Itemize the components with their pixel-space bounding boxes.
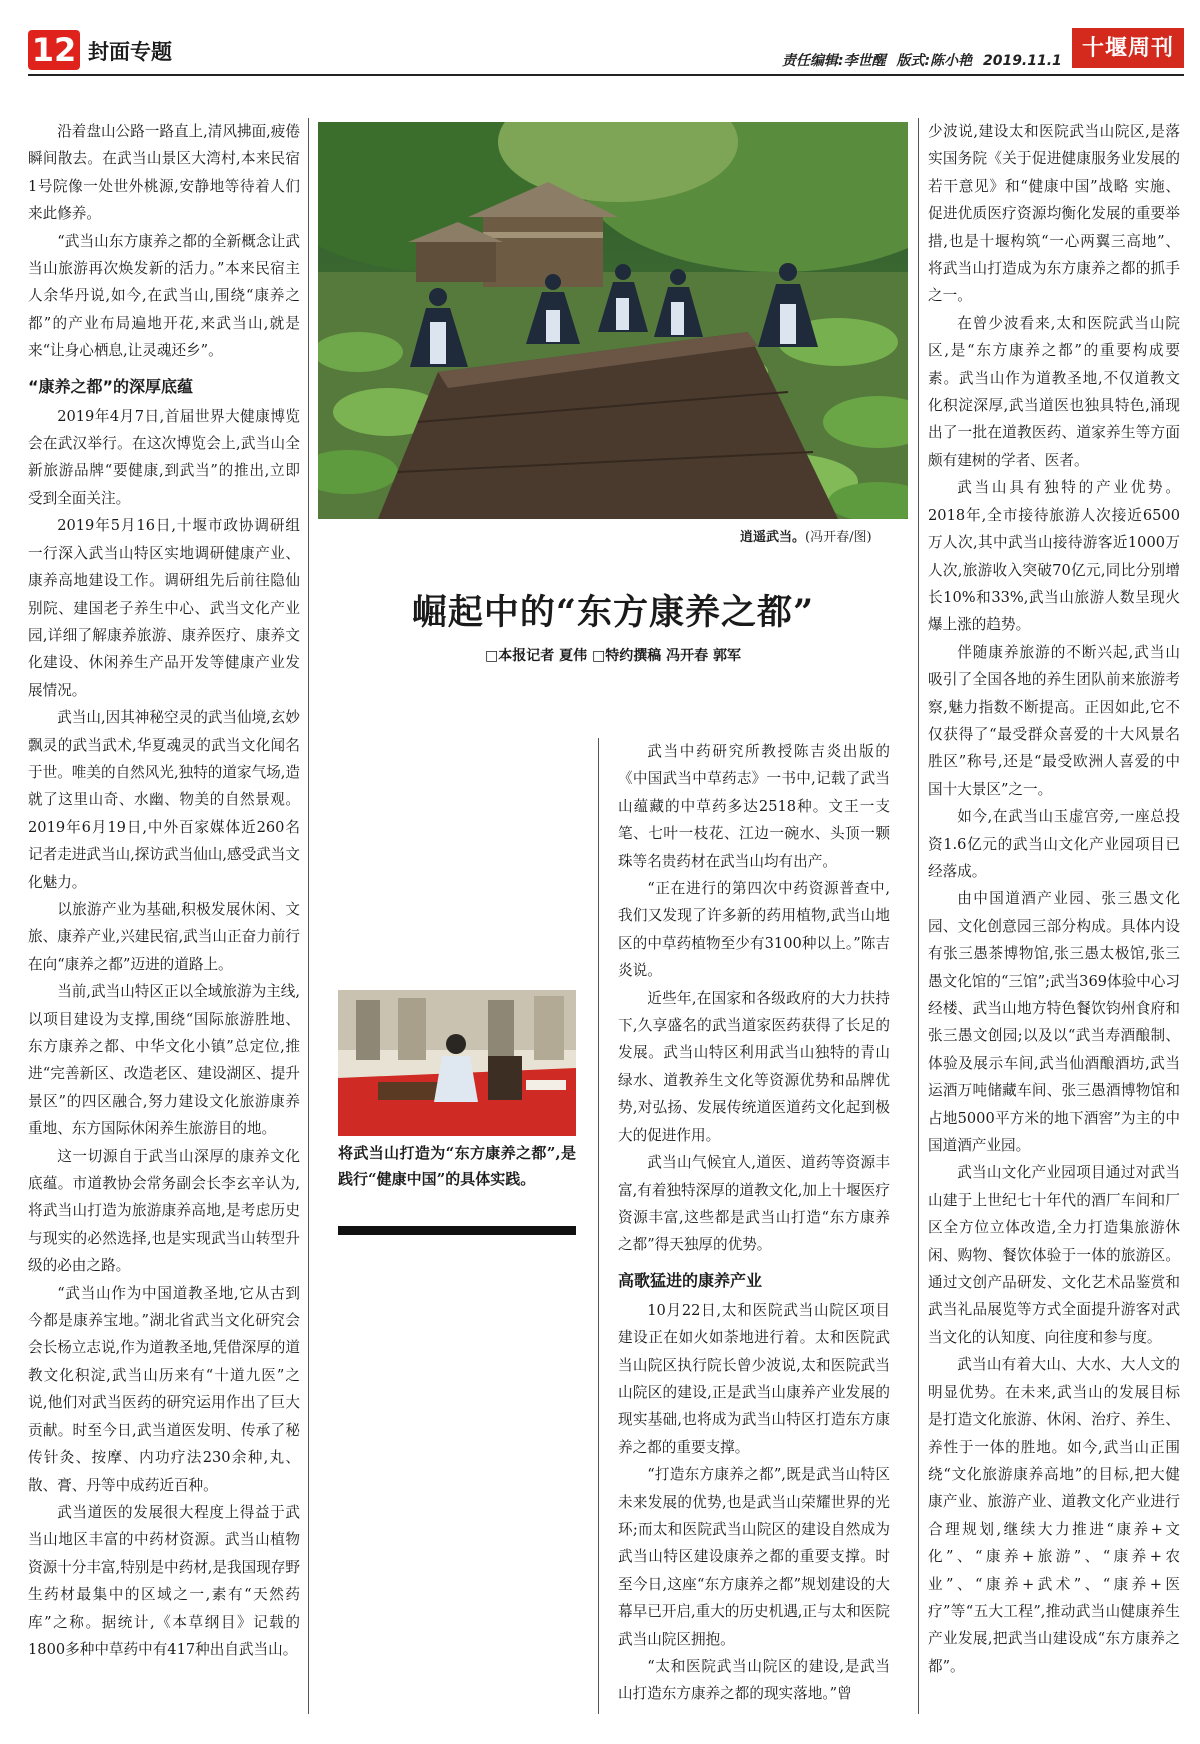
paragraph: “正在进行的第四次中药资源普查中,我们又发现了许多新的药用植物,武当山地区的中草药植物至少有3100种以上。”陈吉炎说。 xyxy=(618,880,890,980)
paragraph: 这一切源自于武当山深厚的康养文化底蕴。市道教协会常务副会长李玄辛认为,将武当山打造为旅游康养高地,是考虑历史与现实的必然选择,也是实现武当山转型升级的必由之路。 xyxy=(28,1147,300,1275)
paragraph: 由中国道酒产业园、张三愚文化园、文化创意园三部分构成。具体内设有张三愚茶博物馆,张三愚太极馆,张三愚文化馆的“三馆”;武当369体验中心习经楼、武当山地方特色餐饮钧州食府和张三愚文创园;以及以“武当寿酒酿制、体验及展示车间,武当仙酒酿酒坊,武当运酒万吨储藏车间、张三愚酒博物馆和占地5000平方米的地下酒窖”为主的中国道酒产业园。 xyxy=(928,890,1181,1155)
paragraph: 如今,在武当山玉虚宫旁,一座总投资1.6亿元的武当山文化产业园项目已经落成。 xyxy=(928,808,1180,880)
paragraph: 武当道医的发展很大程度上得益于武当山地区丰富的中药材资源。武当山植物资源十分丰富,特别是中药材,是我国现存野生药材最集中的区域之一,素有“天然药库”之称。据统计,《本草纲目》记载的1800多种中草药中有417种出自武当山。 xyxy=(28,1503,300,1658)
section-title: 封面专题 xyxy=(88,40,172,64)
paragraph: 在曾少波看来,太和医院武当山院区,是“东方康养之都”的重要构成要素。武当山作为道教圣地,不仅道教文化积淀深厚,武当道医也独具特色,涌现出了一批在道教医药、道家养生等方面颇有建树的学者、医者。 xyxy=(928,314,1180,469)
caption-title: 逍遥武当。 xyxy=(740,530,806,545)
caption-bar xyxy=(338,1226,576,1235)
paragraph: 沿着盘山公路一路直上,清风拂面,疲倦瞬间散去。在武当山景区大湾村,本来民宿1号院像一处世外桃源,安静地等待着人们来此修养。 xyxy=(28,123,300,223)
paragraph: 武当山有着大山、大水、大人文的明显优势。在未来,武当山的发展目标是打造文化旅游、休闲、治疗、养生、养性于一体的胜地。如今,武当山正围绕“文化旅游康养高地”的目标,把大健康产业、旅游产业、道教文化产业进行合理规划,继续大力推进“康养+文化”、“康养+旅游”、“康养+农业”、“康养+武术”、“康养+医疗”等“五大工程”,推动武当山健康养生产业发展,把武当山建设成“东方康养之都”。 xyxy=(928,1356,1180,1675)
article-column-3 xyxy=(618,738,890,1708)
paragraph: “打造东方康养之都”,既是武当山特区未来发展的优势,也是武当山荣耀世界的光环;而太和医院武当山院区的建设自然成为武当山特区建设康养之都的重要支撑。时至今日,这座“东方康养之都”规划建设的大幕早已开启,重大的历史机遇,正与太和医院武当山院区拥抱。 xyxy=(618,1466,890,1648)
paragraph: 2019年5月16日,十堰市政协调研组一行深入武当山特区实地调研健康产业、康养高地建设工作。调研组先后前往隐仙别院、建国老子养生中心、武当文化产业园,详细了解康养旅游、康养医疗、康养文化建设、休闲养生产品开发等健康产业发展情况。 xyxy=(28,517,300,699)
paragraph: 武当山具有独特的产业优势。2018年,全市接待旅游人次接近6500万人次,其中武当山接待游客近1000万人次,旅游收入突破70亿元,同比分别增长10%和33%,武当山旅游人数呈现火爆上涨的趋势。 xyxy=(928,479,1180,634)
column-divider xyxy=(918,118,919,1714)
paragraph: 当前,武当山特区正以全域旅游为主线,以项目建设为支撑,围绕“国际旅游胜地、东方康养之都、中华文化小镇”总定位,推进“完善新区、改造老区、建设湖区、提升景区”的四区融合,努力建设文化旅游康养重地、东方国际休闲养生旅游目的地。 xyxy=(28,983,300,1138)
paragraph: 武当山,因其神秘空灵的武当仙境,玄妙飘灵的武当武术,华夏魂灵的武当文化闻名于世。唯美的自然风光,独特的道家气场,造就了这里山奇、水幽、物美的自然景观。2019年6月19日,中外百家媒体近260名记者走进武当山,探访武当仙山,感受武当文化魅力。 xyxy=(28,709,300,891)
header-divider xyxy=(28,74,1184,76)
paragraph: 以旅游产业为基础,积极发展休闲、文旅、康养产业,兴建民宿,武当山正奋力前行在向“康养之都”迈进的道路上。 xyxy=(28,900,300,973)
editor-name: 责任编辑:李世醒 xyxy=(782,53,886,69)
article-column-1 xyxy=(28,118,300,1663)
article-column-4 xyxy=(928,118,1180,1680)
page-number: 12 xyxy=(28,30,80,70)
tea-ceremony-illustration xyxy=(338,990,576,1136)
editor-credits xyxy=(782,50,1068,70)
side-photo xyxy=(338,990,576,1136)
issue-date: 2019.11.1 xyxy=(982,53,1062,69)
article-byline: □本报记者 夏伟 □特约撰稿 冯开春 郭军 xyxy=(485,648,741,664)
paragraph: 10月22日,太和医院武当山院区项目建设正在如火如荼地进行着。太和医院武当山院区执行院长曾少波说,太和医院武当山院区的建设,正是武当山康养产业发展的现实基础,也将成为武当山特区打造东方康养之都的重要支撑。 xyxy=(618,1301,890,1456)
paragraph: 2019年4月7日,首届世界大健康博览会在武汉举行。在这次博览会上,武当山全新旅游品牌“要健康,到武当”的推出,立即受到全面关注。 xyxy=(28,407,300,507)
column-divider xyxy=(598,738,599,1714)
subheading: “康养之都”的深厚底蕴 xyxy=(28,376,194,396)
paragraph: 武当山文化产业园项目通过对武当山建于上世纪七十年代的酒厂车间和厂区全方位立体改造,全力打造集旅游休闲、购物、餐饮体验于一体的旅游区。通过文创产品研发、文化艺术品鉴赏和武当礼品展览等方式全面提升游客对武当文化的认知度、向往度和参与度。 xyxy=(928,1164,1180,1346)
main-photo-caption xyxy=(740,526,872,545)
article-headline: 崛起中的“东方康养之都” xyxy=(411,592,815,633)
paragraph: 少波说,建设太和医院武当山院区,是落实国务院《关于促进健康服务业发展的若干意见》和“健康中国”战略 实施、促进优质医疗资源均衡化发展的重要举措,也是十堰构筑“一心两翼三高地”、将武当山打造成为东方康养之都的抓手之一。 xyxy=(928,123,1180,305)
paragraph: “武当山作为中国道教圣地,它从古到今都是康养宝地。”湖北省武当文化研究会会长杨立志说,作为道教圣地,凭借深厚的道教文化积淀,武当山历来有“十道九医”之说,他们对武当医药的研究运用作出了巨大贡献。时至今日,武当道医发明、传承了秘传针灸、按摩、内功疗法230余种,丸、散、膏、丹等中成药近百种。 xyxy=(28,1284,300,1494)
side-photo-caption: 将武当山打造为“东方康养之都”,是践行“健康中国”的具体实践。 xyxy=(338,1144,576,1188)
masthead-logo: 十堰周刊 xyxy=(1072,28,1184,68)
lotus-pond-taichi-illustration xyxy=(318,122,908,519)
paragraph: 伴随康养旅游的不断兴起,武当山吸引了全国各地的养生团队前来旅游考察,魅力指数不断提高。正因如此,它不仅获得了“最受群众喜爱的十大风景名胜区”称号,还是“最受欧洲人喜爱的中国十大景区”之一。 xyxy=(928,643,1180,798)
paragraph: “武当山东方康养之都的全新概念让武当山旅游再次焕发新的活力。”本来民宿主人余华丹说,如今,在武当山,围绕“康养之都”的产业布局遍地开花,来武当山,就是来“让身心栖息,让灵魂还乡”。 xyxy=(28,232,300,360)
caption-credit: (冯开春/图) xyxy=(805,530,872,545)
layout-name: 版式:陈小艳 xyxy=(896,53,973,69)
paragraph: 武当中药研究所教授陈吉炎出版的《中国武当中草药志》一书中,记载了武当山蕴藏的中草药多达2518种。文王一支笔、七叶一枝花、江边一碗水、头顶一颗珠等名贵药材在武当山均有出产。 xyxy=(618,743,890,870)
subheading: 高歌猛进的康养产业 xyxy=(618,1270,763,1290)
main-photo xyxy=(318,122,908,519)
page-header xyxy=(0,0,1200,80)
paragraph: 近些年,在国家和各级政府的大力扶持下,久享盛名的武当道家医药获得了长足的发展。武当山特区利用武当山独特的青山绿水、道教养生文化等资源优势和品牌优势,对弘扬、发展传统道医道药文化起到极大的促进作用。 xyxy=(618,989,890,1144)
paragraph: 武当山气候宜人,道医、道药等资源丰富,有着独特深厚的道教文化,加上十堰医疗资源丰富,这些都是武当山打造“东方康养之都”得天独厚的优势。 xyxy=(618,1154,890,1254)
column-divider xyxy=(308,118,309,1714)
paragraph: “太和医院武当山院区的建设,是武当山打造东方康养之都的现实落地。”曾 xyxy=(618,1658,890,1703)
